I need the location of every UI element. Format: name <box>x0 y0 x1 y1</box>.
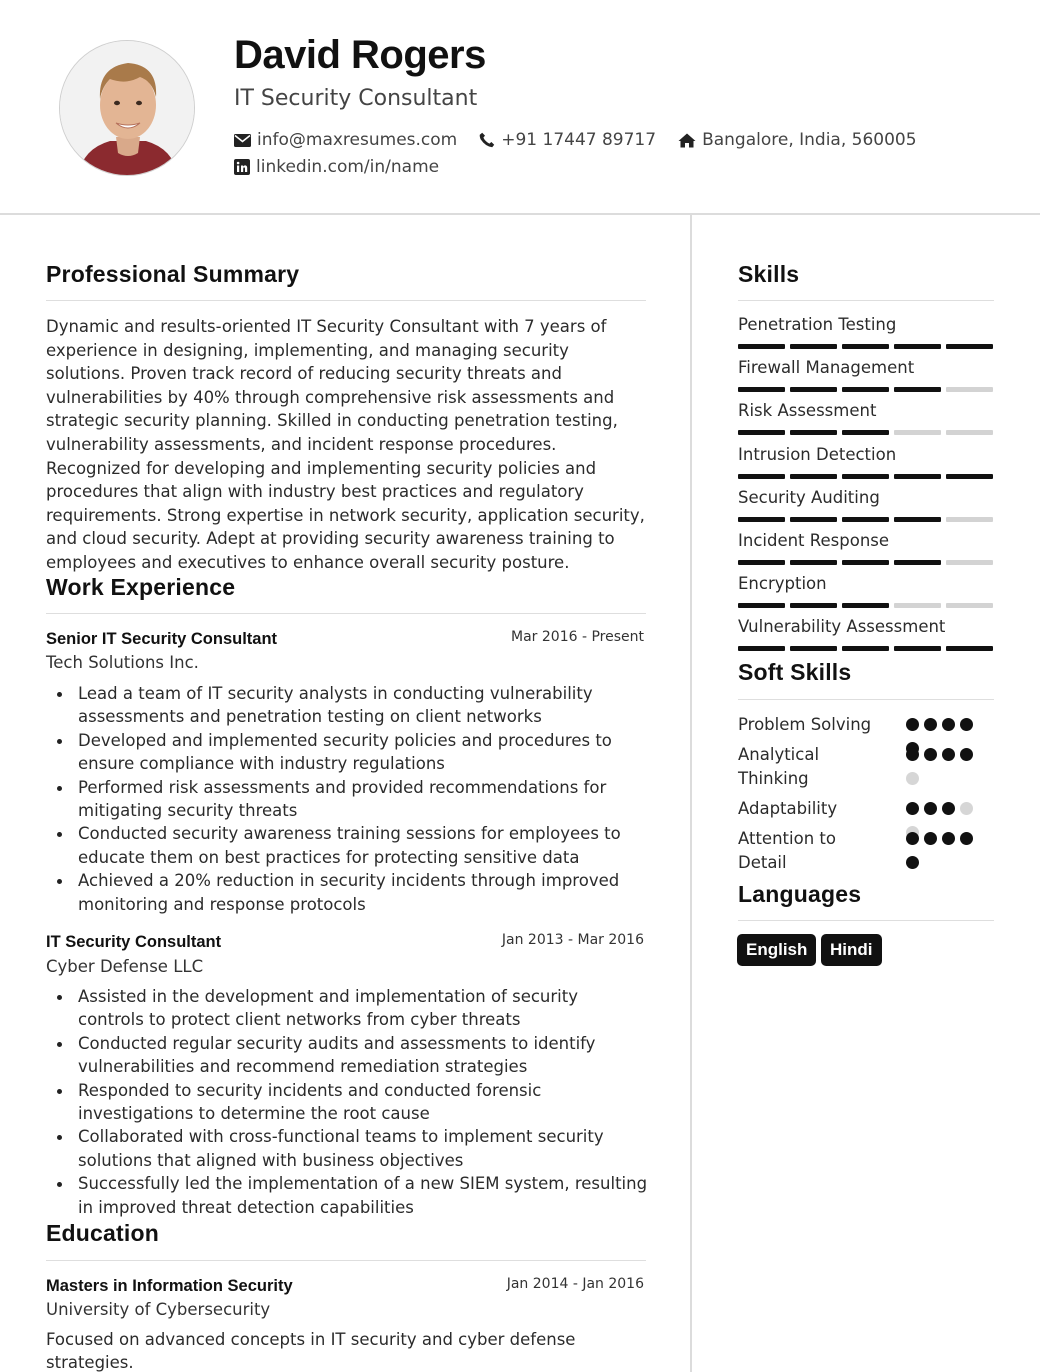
candidate-role: IT Security Consultant <box>234 86 478 111</box>
skill-level-segment <box>790 560 837 565</box>
skill-name: Vulnerability Assessment <box>738 617 946 637</box>
contact-email[interactable] <box>234 130 457 150</box>
home-icon <box>678 133 696 148</box>
rating-dot <box>906 802 919 815</box>
rating-dot <box>960 748 973 761</box>
skill-level-segment <box>946 430 993 435</box>
contact-location <box>678 130 917 150</box>
education-description: Focused on advanced concepts in IT security and cyber defense strategies. <box>46 1330 576 1372</box>
skill-level-segment <box>842 646 889 651</box>
candidate-name: David Rogers <box>234 33 486 77</box>
summary-heading: Professional Summary <box>46 261 300 287</box>
soft-skill-rating <box>906 748 978 796</box>
job-date: Mar 2016 - Present <box>511 629 644 645</box>
skill-level-segment <box>790 474 837 479</box>
rating-dot <box>924 718 937 731</box>
profile-photo <box>59 40 195 176</box>
skill-level-segment <box>790 387 837 392</box>
skill-level-bar <box>738 517 998 522</box>
soft-skill-name: Adaptability <box>738 799 838 818</box>
resume-header <box>0 0 1040 215</box>
job-bullet: Developed and implemented security policies and procedures to ensure compliance with industry regulations <box>78 729 648 776</box>
job-bullet: Achieved a 20% reduction in security incidents through improved monitoring and response protocols <box>78 869 648 916</box>
skill-level-segment <box>842 474 889 479</box>
rating-dot <box>924 832 937 845</box>
skill-level-bar <box>738 344 998 349</box>
skill-level-segment <box>790 344 837 349</box>
skill-level-segment <box>738 474 785 479</box>
skill-level-segment <box>894 560 941 565</box>
skill-level-bar <box>738 387 998 392</box>
rating-dot <box>924 748 937 761</box>
skill-level-bar <box>738 430 998 435</box>
rating-dot <box>906 748 919 761</box>
contact-row-secondary <box>234 157 461 177</box>
rating-dot <box>906 832 919 845</box>
skill-level-segment <box>738 344 785 349</box>
skill-level-segment <box>738 603 785 608</box>
skill-level-segment <box>894 344 941 349</box>
skill-level-segment <box>738 430 785 435</box>
soft-skill-name: Attention to Detail <box>738 829 836 872</box>
envelope-icon <box>234 134 251 147</box>
soft-skills-heading: Soft Skills <box>738 659 852 685</box>
skill-level-segment <box>946 387 993 392</box>
email-text: info@maxresumes.com <box>257 130 458 150</box>
skill-level-segment <box>946 646 993 651</box>
languages-heading: Languages <box>738 881 862 907</box>
skill-level-segment <box>842 387 889 392</box>
school-name: University of Cybersecurity <box>46 1300 271 1319</box>
skill-name: Intrusion Detection <box>738 444 897 464</box>
job-title: Senior IT Security Consultant <box>46 630 278 648</box>
avatar-illustration <box>60 41 195 176</box>
skill-level-segment <box>790 646 837 651</box>
job-bullet: Conducted security awareness training sessions for employees to educate them on best practices for protecting sensitive data <box>78 822 648 869</box>
rating-dot <box>942 748 955 761</box>
skill-level-segment <box>894 474 941 479</box>
skill-level-segment <box>946 517 993 522</box>
skill-level-segment <box>790 430 837 435</box>
skill-level-segment <box>894 603 941 608</box>
skill-level-segment <box>790 517 837 522</box>
skill-level-bar <box>738 646 998 651</box>
language-tag: Hindi <box>821 934 882 966</box>
education-heading: Education <box>46 1220 159 1246</box>
rating-dot <box>960 802 973 815</box>
skill-level-segment <box>946 603 993 608</box>
contact-linkedin[interactable] <box>234 157 439 177</box>
skill-level-segment <box>790 603 837 608</box>
job-bullet: Lead a team of IT security analysts in conducting vulnerability assessments and penetration testing on client networks <box>78 682 648 729</box>
rating-dot <box>942 718 955 731</box>
job-date: Jan 2013 - Mar 2016 <box>501 932 644 948</box>
phone-icon <box>479 132 495 148</box>
skill-level-segment <box>946 344 993 349</box>
skill-name: Incident Response <box>738 531 890 550</box>
location-text: Bangalore, India, 560005 <box>702 130 917 150</box>
skill-level-segment <box>842 517 889 522</box>
skill-level-segment <box>842 430 889 435</box>
job-title: IT Security Consultant <box>46 933 222 951</box>
skills-heading: Skills <box>738 261 800 287</box>
rating-dot <box>942 802 955 815</box>
job-bullets <box>78 682 648 916</box>
experience-rule <box>46 613 646 614</box>
education-rule <box>46 1260 646 1261</box>
skill-name: Security Auditing <box>738 487 880 507</box>
rating-dot <box>906 856 919 869</box>
skill-name: Penetration Testing <box>738 315 897 334</box>
experience-heading: Work Experience <box>46 574 236 600</box>
rating-dot <box>906 718 919 731</box>
column-divider <box>690 215 692 1372</box>
job-bullet: Collaborated with cross-functional teams to implement security solutions that aligned with business objectives <box>78 1125 648 1172</box>
job-company: Tech Solutions Inc. <box>46 653 199 672</box>
soft-skill-name: Analytical Thinking <box>738 745 820 788</box>
skill-level-segment <box>842 344 889 349</box>
soft-skills-rule <box>738 699 994 700</box>
skill-level-segment <box>946 560 993 565</box>
rating-dot <box>906 772 919 785</box>
rating-dot <box>924 802 937 815</box>
summary-rule <box>46 300 646 301</box>
linkedin-icon <box>234 159 250 175</box>
rating-dot <box>960 832 973 845</box>
rating-dot <box>960 718 973 731</box>
job-bullet: Responded to security incidents and conducted forensic investigations to determine the root cause <box>78 1079 648 1126</box>
job-company: Cyber Defense LLC <box>46 957 204 976</box>
soft-skill-rating <box>906 832 978 880</box>
rating-dot <box>942 832 955 845</box>
job-bullet: Successfully led the implementation of a new SIEM system, resulting in improved threat detection capabilities <box>78 1172 648 1219</box>
skill-name: Firewall Management <box>738 358 915 378</box>
language-tag: English <box>737 934 816 966</box>
skill-level-segment <box>894 387 941 392</box>
skill-level-bar <box>738 603 998 608</box>
soft-skill-name: Problem Solving <box>738 715 872 734</box>
skill-level-segment <box>738 517 785 522</box>
education-date: Jan 2014 - Jan 2016 <box>506 1276 644 1292</box>
skill-level-segment <box>946 474 993 479</box>
linkedin-text: linkedin.com/in/name <box>256 157 440 177</box>
job-bullets <box>78 985 648 1219</box>
skill-level-segment <box>738 646 785 651</box>
summary-text: Dynamic and results-oriented IT Security Consultant with 7 years of experience in designing, implementing, and managing security solutions. Proven track record of reducing security threats and vulnerabilities by 40% through comprehensive risk assessments and strategic security planning. Skilled in conducting penetration testing, vulnerability assessments, and incident response procedures. Recognized for developing and implementing security policies and procedures that align with industry best practices and regulatory requirements. Strong expertise in network security, application security, and cloud security. Adept at providing security awareness training to employees and executives to enhance overall security posture. <box>46 317 645 572</box>
contact-row-primary <box>234 130 939 150</box>
languages-rule <box>738 920 994 921</box>
skill-level-segment <box>738 560 785 565</box>
skill-level-bar <box>738 474 998 479</box>
contact-phone[interactable] <box>479 130 656 150</box>
skill-level-segment <box>894 517 941 522</box>
skill-level-segment <box>842 603 889 608</box>
job-bullet: Assisted in the development and implementation of security controls to protect client networks from cyber threats <box>78 985 648 1032</box>
skills-rule <box>738 300 994 301</box>
degree-title: Masters in Information Security <box>46 1277 293 1295</box>
skill-level-segment <box>894 646 941 651</box>
phone-text: +91 17447 89717 <box>501 130 657 150</box>
skill-name: Risk Assessment <box>738 401 877 421</box>
skill-level-bar <box>738 560 998 565</box>
skill-level-segment <box>894 430 941 435</box>
skill-level-segment <box>842 560 889 565</box>
skill-level-segment <box>738 387 785 392</box>
job-bullet: Conducted regular security audits and assessments to identify vulnerabilities and recommend remediation strategies <box>78 1032 648 1079</box>
skill-name: Encryption <box>738 574 827 594</box>
job-bullet: Performed risk assessments and provided recommendations for mitigating security threats <box>78 776 648 823</box>
